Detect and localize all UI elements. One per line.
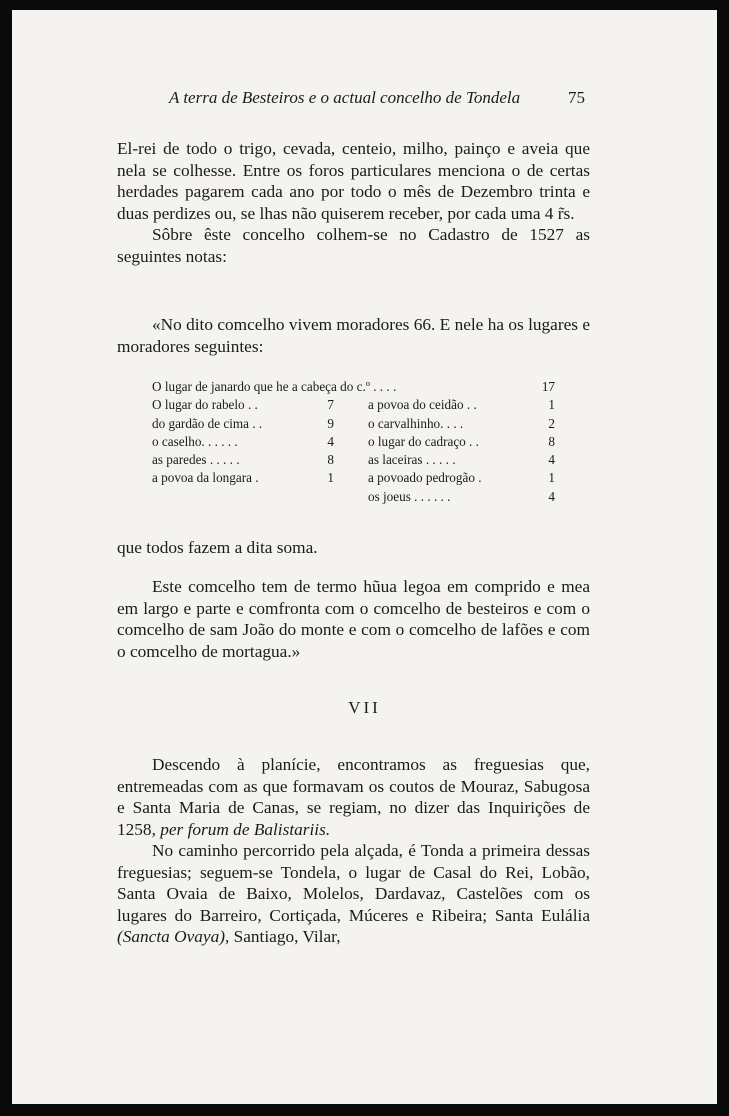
table-right-value: 2 [548, 415, 555, 431]
paragraph-caminho [117, 840, 590, 948]
table-left-place: O lugar do rabelo . . [152, 397, 258, 413]
table-first-row-text: O lugar de janardo que he a cabeça do c.º . . . . [152, 379, 397, 394]
paragraph-planicie [117, 754, 590, 840]
table-right-place: o lugar do cadraço . . [368, 433, 479, 449]
table-right-value: 1 [548, 397, 555, 413]
table-right-value: 8 [548, 433, 555, 449]
book-page [12, 10, 717, 1104]
table-left-value: 1 [327, 470, 334, 486]
table-left-place: a povoa da longara . [152, 470, 259, 486]
caminho-text-end: Santiago, Vilar, [233, 927, 341, 946]
table-right-place: a povoado pedrogão . [368, 470, 482, 486]
sancta-ovaya-phrase: (Sancta Ovaya), [117, 927, 230, 946]
planicie-text: Descendo à planície, encontramos as freguesias que, entremeadas com as que formavam os coutos de Mouraz, Sabugosa e Santa Maria de Canas, se regiam, no dizer das Inquirições de 1258, [117, 755, 590, 839]
table-right-value: 4 [548, 488, 555, 504]
paragraph-foros: El-rei de todo o trigo, cevada, centeio, milho, painço e aveia que nela se colhesse. Entre os foros particulares menciona o de certas herdades pagarem cada ano por todo o mês de Dezembro trinta e duas perdizes ou, se lhas não quiserem receber, por cada uma 4 r̃s. [117, 139, 590, 223]
table-left-place: as paredes . . . . . [152, 452, 240, 468]
caminho-text: No caminho percorrido pela alçada, é Tonda a primeira dessas freguesias; seguem-se Tondela, o lugar de Casal do Rei, Lobão, Santa Ovaia de Baixo, Molelos, Dardavaz, Castelões com os lugares do Barreiro, Cortiçada, Múceres e Ribeira; Santa Eulália [117, 841, 590, 925]
table-right-place: o carvalhinho. . . . [368, 415, 464, 431]
paragraph-cadastro: Sôbre êste concelho colhem-se no Cadastro de 1527 as seguintes notas: [117, 225, 590, 266]
table-row [152, 378, 572, 396]
table-row [152, 415, 572, 433]
table-right-place: a povoa do ceidão . . [368, 397, 477, 413]
table-right-value: 1 [548, 470, 555, 486]
paragraph-quote-intro: «No dito comcelho vivem moradores 66. E nele ha os lugares e moradores seguintes: [117, 315, 590, 356]
quote-intro [117, 314, 590, 357]
termo-paragraph [117, 576, 590, 662]
section-heading: VII [348, 698, 381, 717]
page-number: 75 [568, 88, 585, 107]
paragraph-termo: Este comcelho tem de termo hũua legoa em comprido e mea em largo e parte e comfronta com o comcelho de besteiros e com o comcelho de sam João do monte e com o comcelho de lafões e com o comcelho de mortagua.» [117, 577, 590, 661]
table-left-value: 7 [327, 397, 334, 413]
table-first-row-value: 17 [541, 379, 555, 394]
freguesias-paragraphs [117, 754, 590, 948]
paragraph-soma: que todos fazem a dita soma. [117, 538, 318, 557]
table-right-value: 4 [548, 452, 555, 468]
table-row [152, 488, 572, 506]
table-summary [117, 537, 590, 559]
table-left-value: 9 [327, 415, 334, 431]
table-left-value: 4 [327, 433, 334, 449]
table-left-value: 8 [327, 452, 334, 468]
table-row [152, 451, 572, 469]
table-row [152, 469, 572, 487]
opening-paragraphs [117, 138, 590, 267]
moradores-table [152, 378, 572, 506]
table-right-place: os joeus . . . . . . [368, 488, 451, 504]
running-title: A terra de Besteiros e o actual concelho de Tondela [169, 88, 521, 107]
latin-phrase: per forum de Balistariis. [160, 819, 331, 839]
table-right-place: as laceiras . . . . . [368, 452, 456, 468]
table-left-place: do gardão de cima . . [152, 415, 263, 431]
table-left-place: o caselho. . . . . . [152, 433, 238, 449]
table-row [152, 433, 572, 451]
table-row [152, 396, 572, 414]
